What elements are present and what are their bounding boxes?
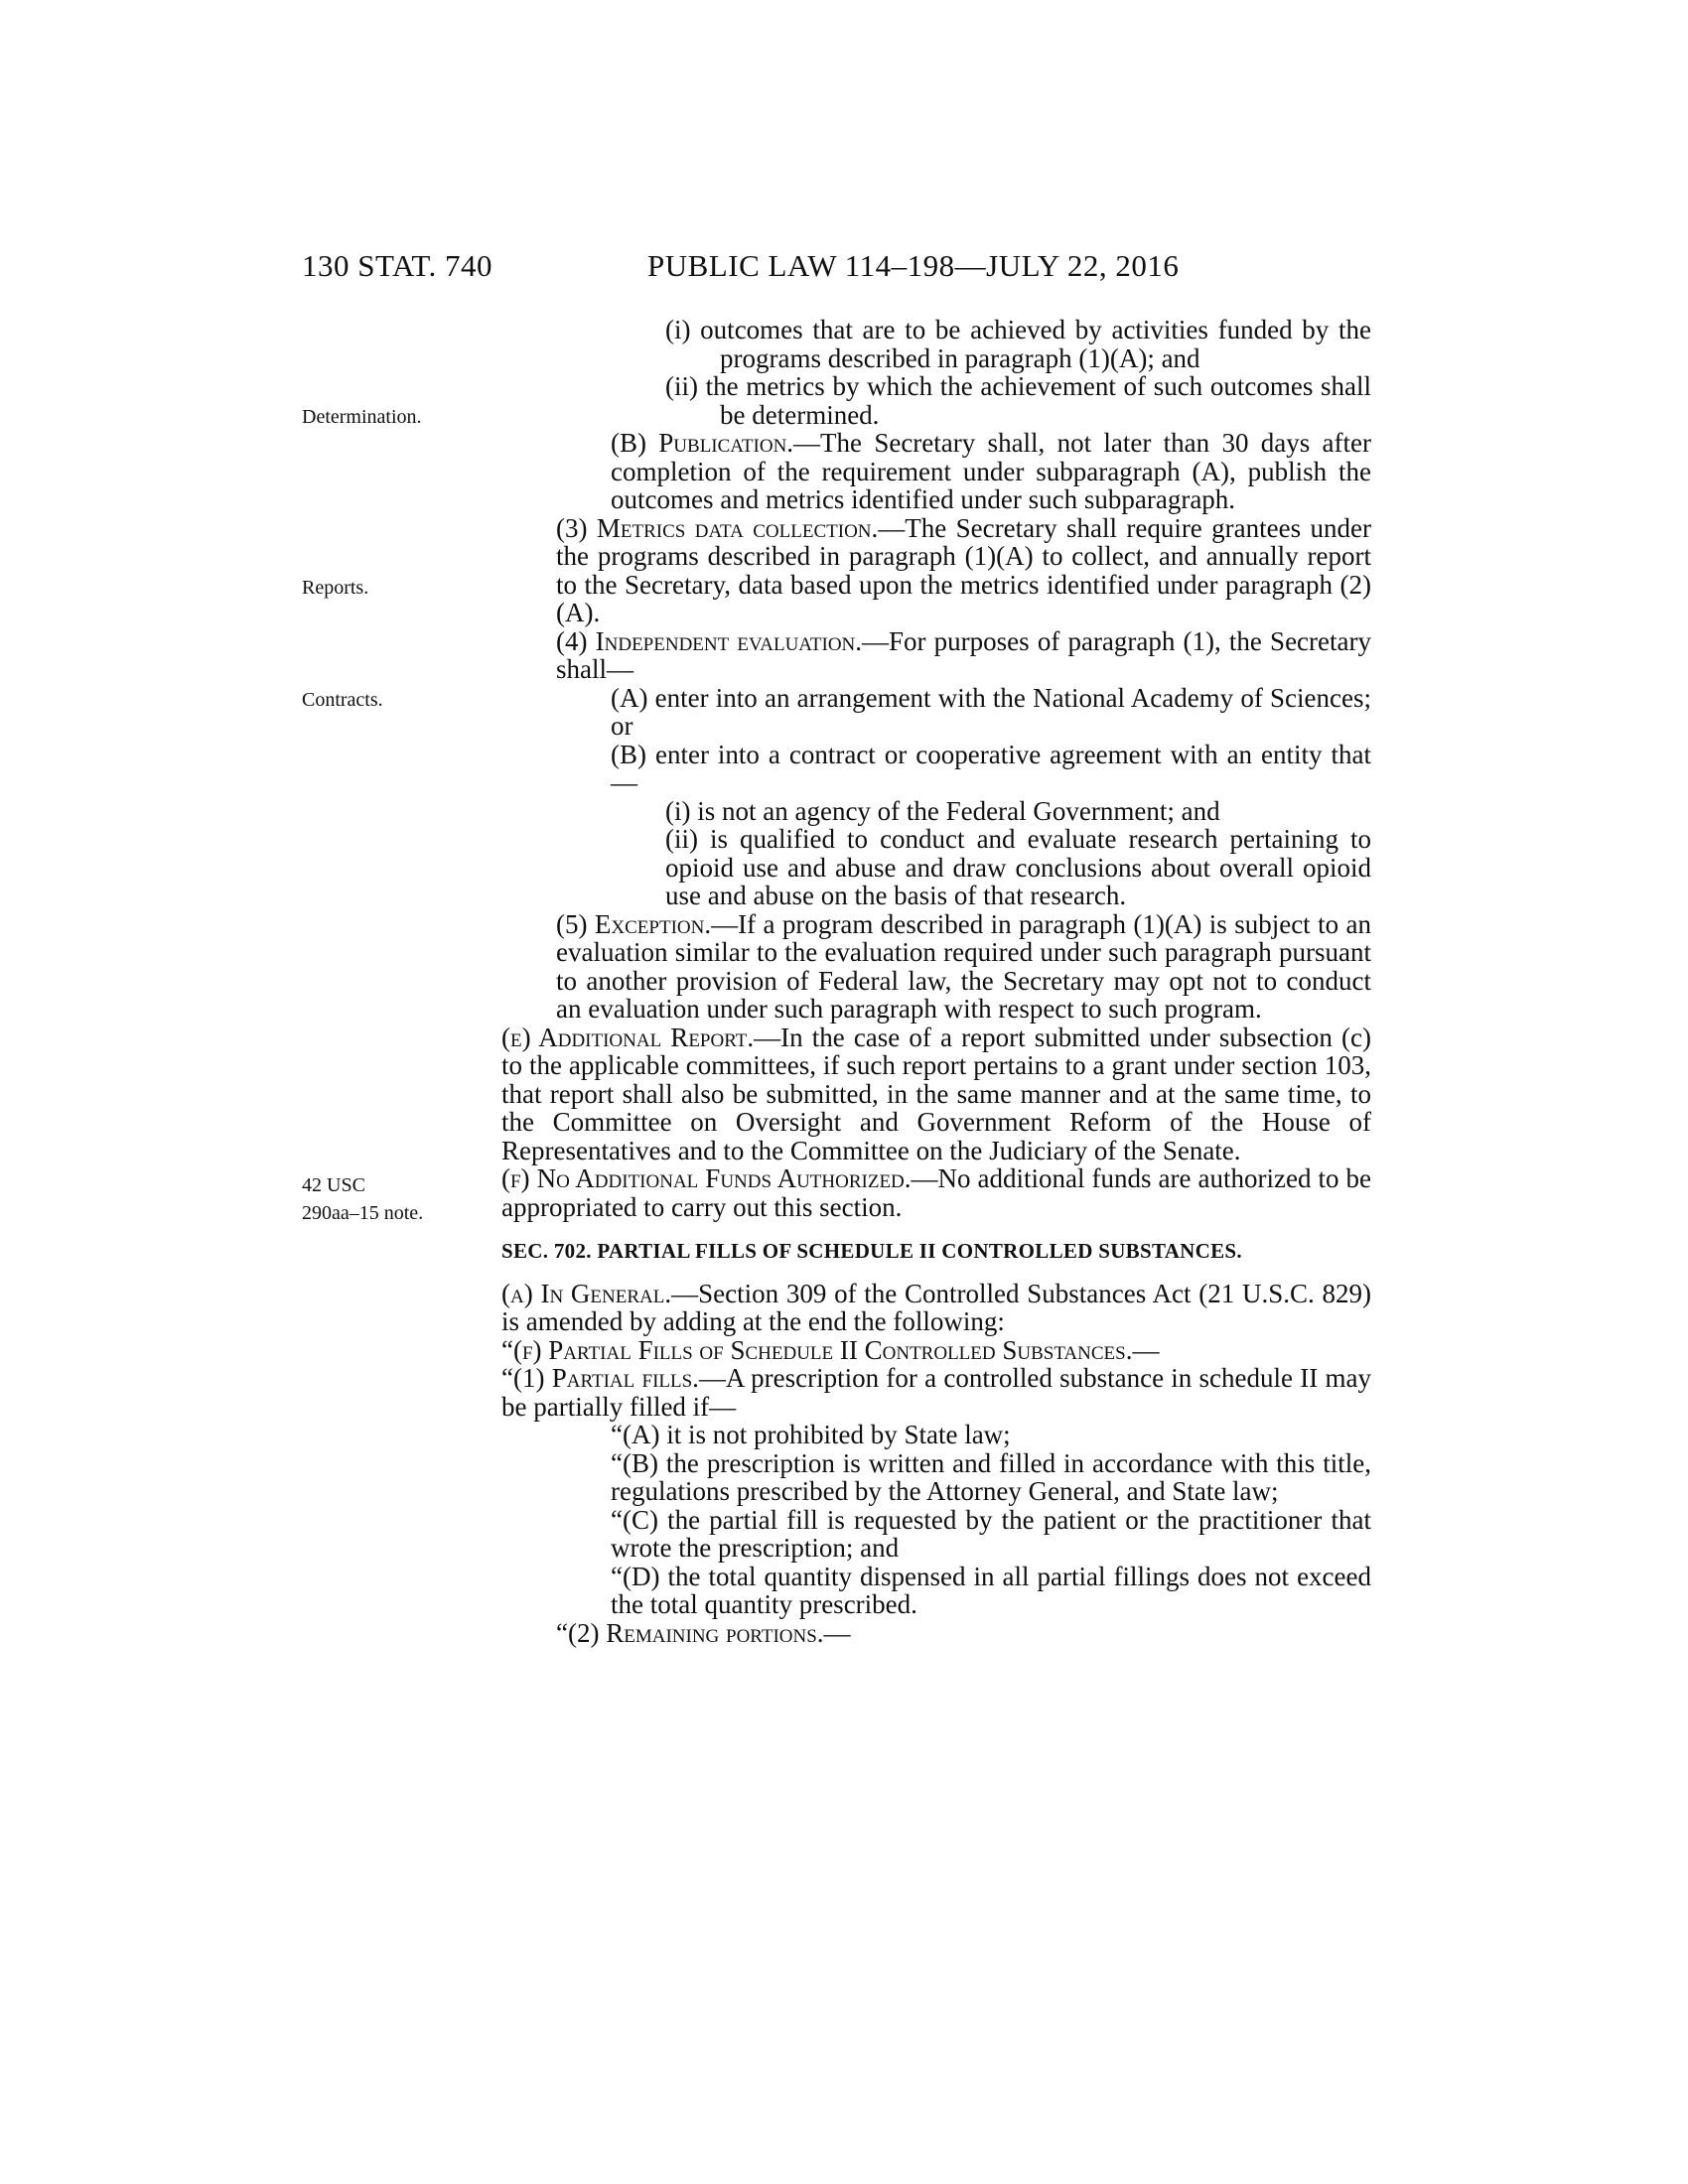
paragraph: “(C) the partial fill is requested by the patient or the practitioner that wrote the prescription; and (611, 1504, 1371, 1563)
paragraph-heading: (a) In General. (501, 1278, 672, 1308)
paragraph-heading: (3) Metrics data collection. (556, 512, 879, 543)
paragraph: “(B) the prescription is written and filled in accordance with this title, regulations prescribed by the Attorney General, and State law; (611, 1447, 1371, 1506)
paragraph: “(D) the total quantity dispensed in all partial fillings does not exceed the total quantity prescribed. (611, 1561, 1371, 1619)
paragraph-heading: “(f) Partial Fills of Schedule II Controlled Substances.— (501, 1334, 1160, 1365)
paragraph-heading: (e) Additional Report. (501, 1022, 755, 1052)
paragraph-heading: (4) Independent evaluation. (556, 625, 863, 656)
paragraph: (3) Metrics data collection.—The Secretary shall require grantees under the programs described in paragraph (1)(A) to collect, and annually report to the Secretary, data based upon the metrics identified under paragraph (2)(A). (556, 512, 1371, 627)
margin-note-reports: Reports. (302, 577, 369, 599)
paragraph: (A) enter into an arrangement with the National Academy of Sciences; or (611, 682, 1371, 741)
paragraph-heading: (5) Exception. (556, 908, 712, 939)
margin-note-usc-line2: 290aa–15 note. (302, 1202, 424, 1224)
margin-note-usc-line1: 42 USC (302, 1174, 365, 1196)
paragraph: (a) In General.—Section 309 of the Controlled Substances Act (21 U.S.C. 829) is amended by adding at the end the following: (501, 1278, 1371, 1336)
paragraph: (4) Independent evaluation.—For purposes of paragraph (1), the Secretary shall— (556, 625, 1371, 684)
paragraph: (e) Additional Report.—In the case of a report submitted under subsection (c) to the applicable committees, if such report pertains to a grant under section 103, that report shall also be submitted, in the same manner and at the same time, to the Committee on Oversight and Government Reform of the House of Representatives and to the Committee on the Judiciary of the Senate. (501, 1022, 1371, 1165)
paragraph: (i) outcomes that are to be achieved by activities funded by the programs described in paragraph (1)(A); and (665, 315, 1371, 373)
paragraph: “(1) Partial fills.—A prescription for a controlled substance in schedule II may be partially filled if— (501, 1363, 1371, 1422)
paragraph: (f) No Additional Funds Authorized.—No additional funds are authorized to be appropriated to carry out this section. (501, 1163, 1371, 1222)
section-heading: SEC. 702. PARTIAL FILLS OF SCHEDULE II CONTROLLED SUBSTANCES. (501, 1239, 1242, 1263)
document-body (501, 316, 1371, 1647)
paragraph: (B) Publication.—The Secretary shall, not later than 30 days after completion of the requirement under subparagraph (A), publish the outcomes and metrics identified under such subparagraph. (611, 428, 1371, 514)
paragraph-heading: “(1) Partial fills. (501, 1363, 699, 1393)
running-title: PUBLIC LAW 114–198—JULY 22, 2016 (647, 248, 1180, 283)
paragraph: “(A) it is not prohibited by State law; (611, 1420, 1011, 1449)
paragraph (501, 1336, 1371, 1365)
margin-note-usc (302, 1171, 423, 1227)
paragraph: (ii) is qualified to conduct and evaluate research pertaining to opioid use and abuse and draw conclusions about overall opioid use and abuse on the basis of that research. (665, 824, 1371, 910)
paragraph-heading: (B) Publication. (611, 428, 794, 458)
paragraph-heading: “(2) Remaining portions.— (556, 1617, 851, 1648)
paragraph: (i) is not an agency of the Federal Government; and (665, 795, 1220, 826)
paragraph: (ii) the metrics by which the achievement of such outcomes shall be determined. (665, 371, 1371, 430)
paragraph: (5) Exception.—If a program described in paragraph (1)(A) is subject to an evaluation similar to the evaluation required under such paragraph pursuant to another provision of Federal law, the Secretary may opt not to conduct an evaluation under such paragraph with respect to such program. (556, 908, 1371, 1024)
paragraph: (B) enter into a contract or cooperative agreement with an entity that— (611, 739, 1371, 797)
margin-note-contracts: Contracts. (302, 689, 383, 711)
margin-note-determination: Determination. (302, 406, 422, 428)
paragraph-heading: (f) No Additional Funds Authorized. (501, 1163, 912, 1193)
page-reference: 130 STAT. 740 (302, 248, 493, 283)
paragraph (501, 1619, 1371, 1648)
